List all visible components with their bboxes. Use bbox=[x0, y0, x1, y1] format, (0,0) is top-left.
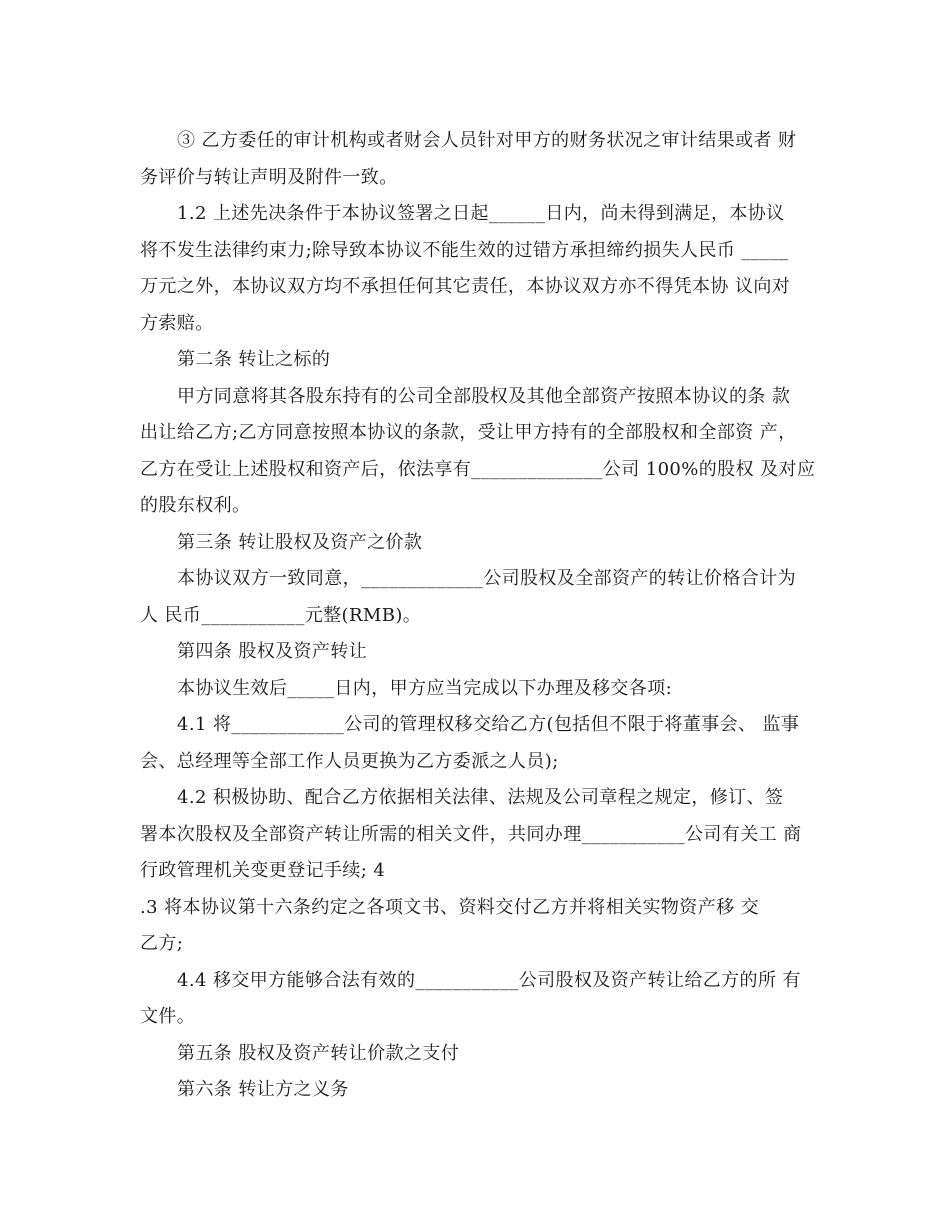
body-line: 会、总经理等全部工作人员更换为乙方委派之人员); bbox=[140, 750, 559, 772]
body-line: 的股东权利。 bbox=[140, 495, 251, 516]
body-line: 将不发生法律约束力;除导致本协议不能生效的过错方承担缔约损失人民币 _____ bbox=[140, 239, 789, 261]
body-line: .3 将本协议第十六条约定之各项文书、资料交付乙方并将相关实物资产移 交 bbox=[140, 896, 760, 918]
body-line: 本协议双方一致同意，_____________公司股权及全部资产的转让价格合计为 bbox=[177, 568, 796, 589]
body-line: 4.2 积极协助、配合乙方依据相关法律、法规及公司章程之规定，修订、签 bbox=[177, 787, 784, 808]
body-line: 文件。 bbox=[140, 1006, 196, 1027]
section-heading-4: 第四条 股权及资产转让 bbox=[177, 641, 368, 662]
body-line: 4.1 将____________公司的管理权移交给乙方(包括但不限于将董事会、 监事 bbox=[177, 714, 800, 735]
document-body bbox=[140, 123, 816, 1109]
body-line: 乙方在受让上述股权和资产后，依法享有______________公司 100%的股权 及对应 bbox=[140, 458, 816, 480]
body-line: 万元之外，本协议双方均不承担任何其它责任，本协议双方亦不得凭本协 议向对 bbox=[140, 276, 791, 297]
section-heading-2: 第二条 转让之标的 bbox=[177, 349, 331, 370]
body-line: 行政管理机关变更登记手续; 4 bbox=[140, 860, 386, 881]
body-line: 出让给乙方;乙方同意按照本协议的条款，受让甲方持有的全部股权和全部资 产， bbox=[140, 422, 797, 443]
body-line: 乙方; bbox=[140, 933, 184, 954]
section-heading-3: 第三条 转让股权及资产之价款 bbox=[177, 531, 423, 553]
body-line: 方索赔。 bbox=[140, 312, 214, 334]
section-heading-5: 第五条 股权及资产转让价款之支付 bbox=[177, 1042, 460, 1064]
body-line: 署本次股权及全部资产转让所需的相关文件，共同办理___________公司有关工 商 bbox=[140, 823, 802, 845]
body-line: 1.2 上述先决条件于本协议签署之日起______日内，尚未得到满足，本协议 bbox=[177, 203, 785, 224]
body-line: 甲方同意将其各股东持有的公司全部股权及其他全部资产按照本协议的条 款 bbox=[177, 385, 791, 407]
body-line: 人 民币___________元整(RMB)。 bbox=[140, 604, 422, 626]
body-line: 务评价与转让声明及附件一致。 bbox=[140, 166, 398, 188]
body-line: 4.4 移交甲方能够合法有效的___________公司股权及资产转让给乙方的所 有 bbox=[177, 969, 801, 991]
body-line: ③ 乙方委任的审计机构或者财会人员针对甲方的财务状况之审计结果或者 财 bbox=[177, 130, 797, 151]
body-line: 本协议生效后_____日内，甲方应当完成以下办理及移交各项: bbox=[177, 677, 673, 699]
section-heading-6: 第六条 转让方之义务 bbox=[177, 1079, 349, 1100]
